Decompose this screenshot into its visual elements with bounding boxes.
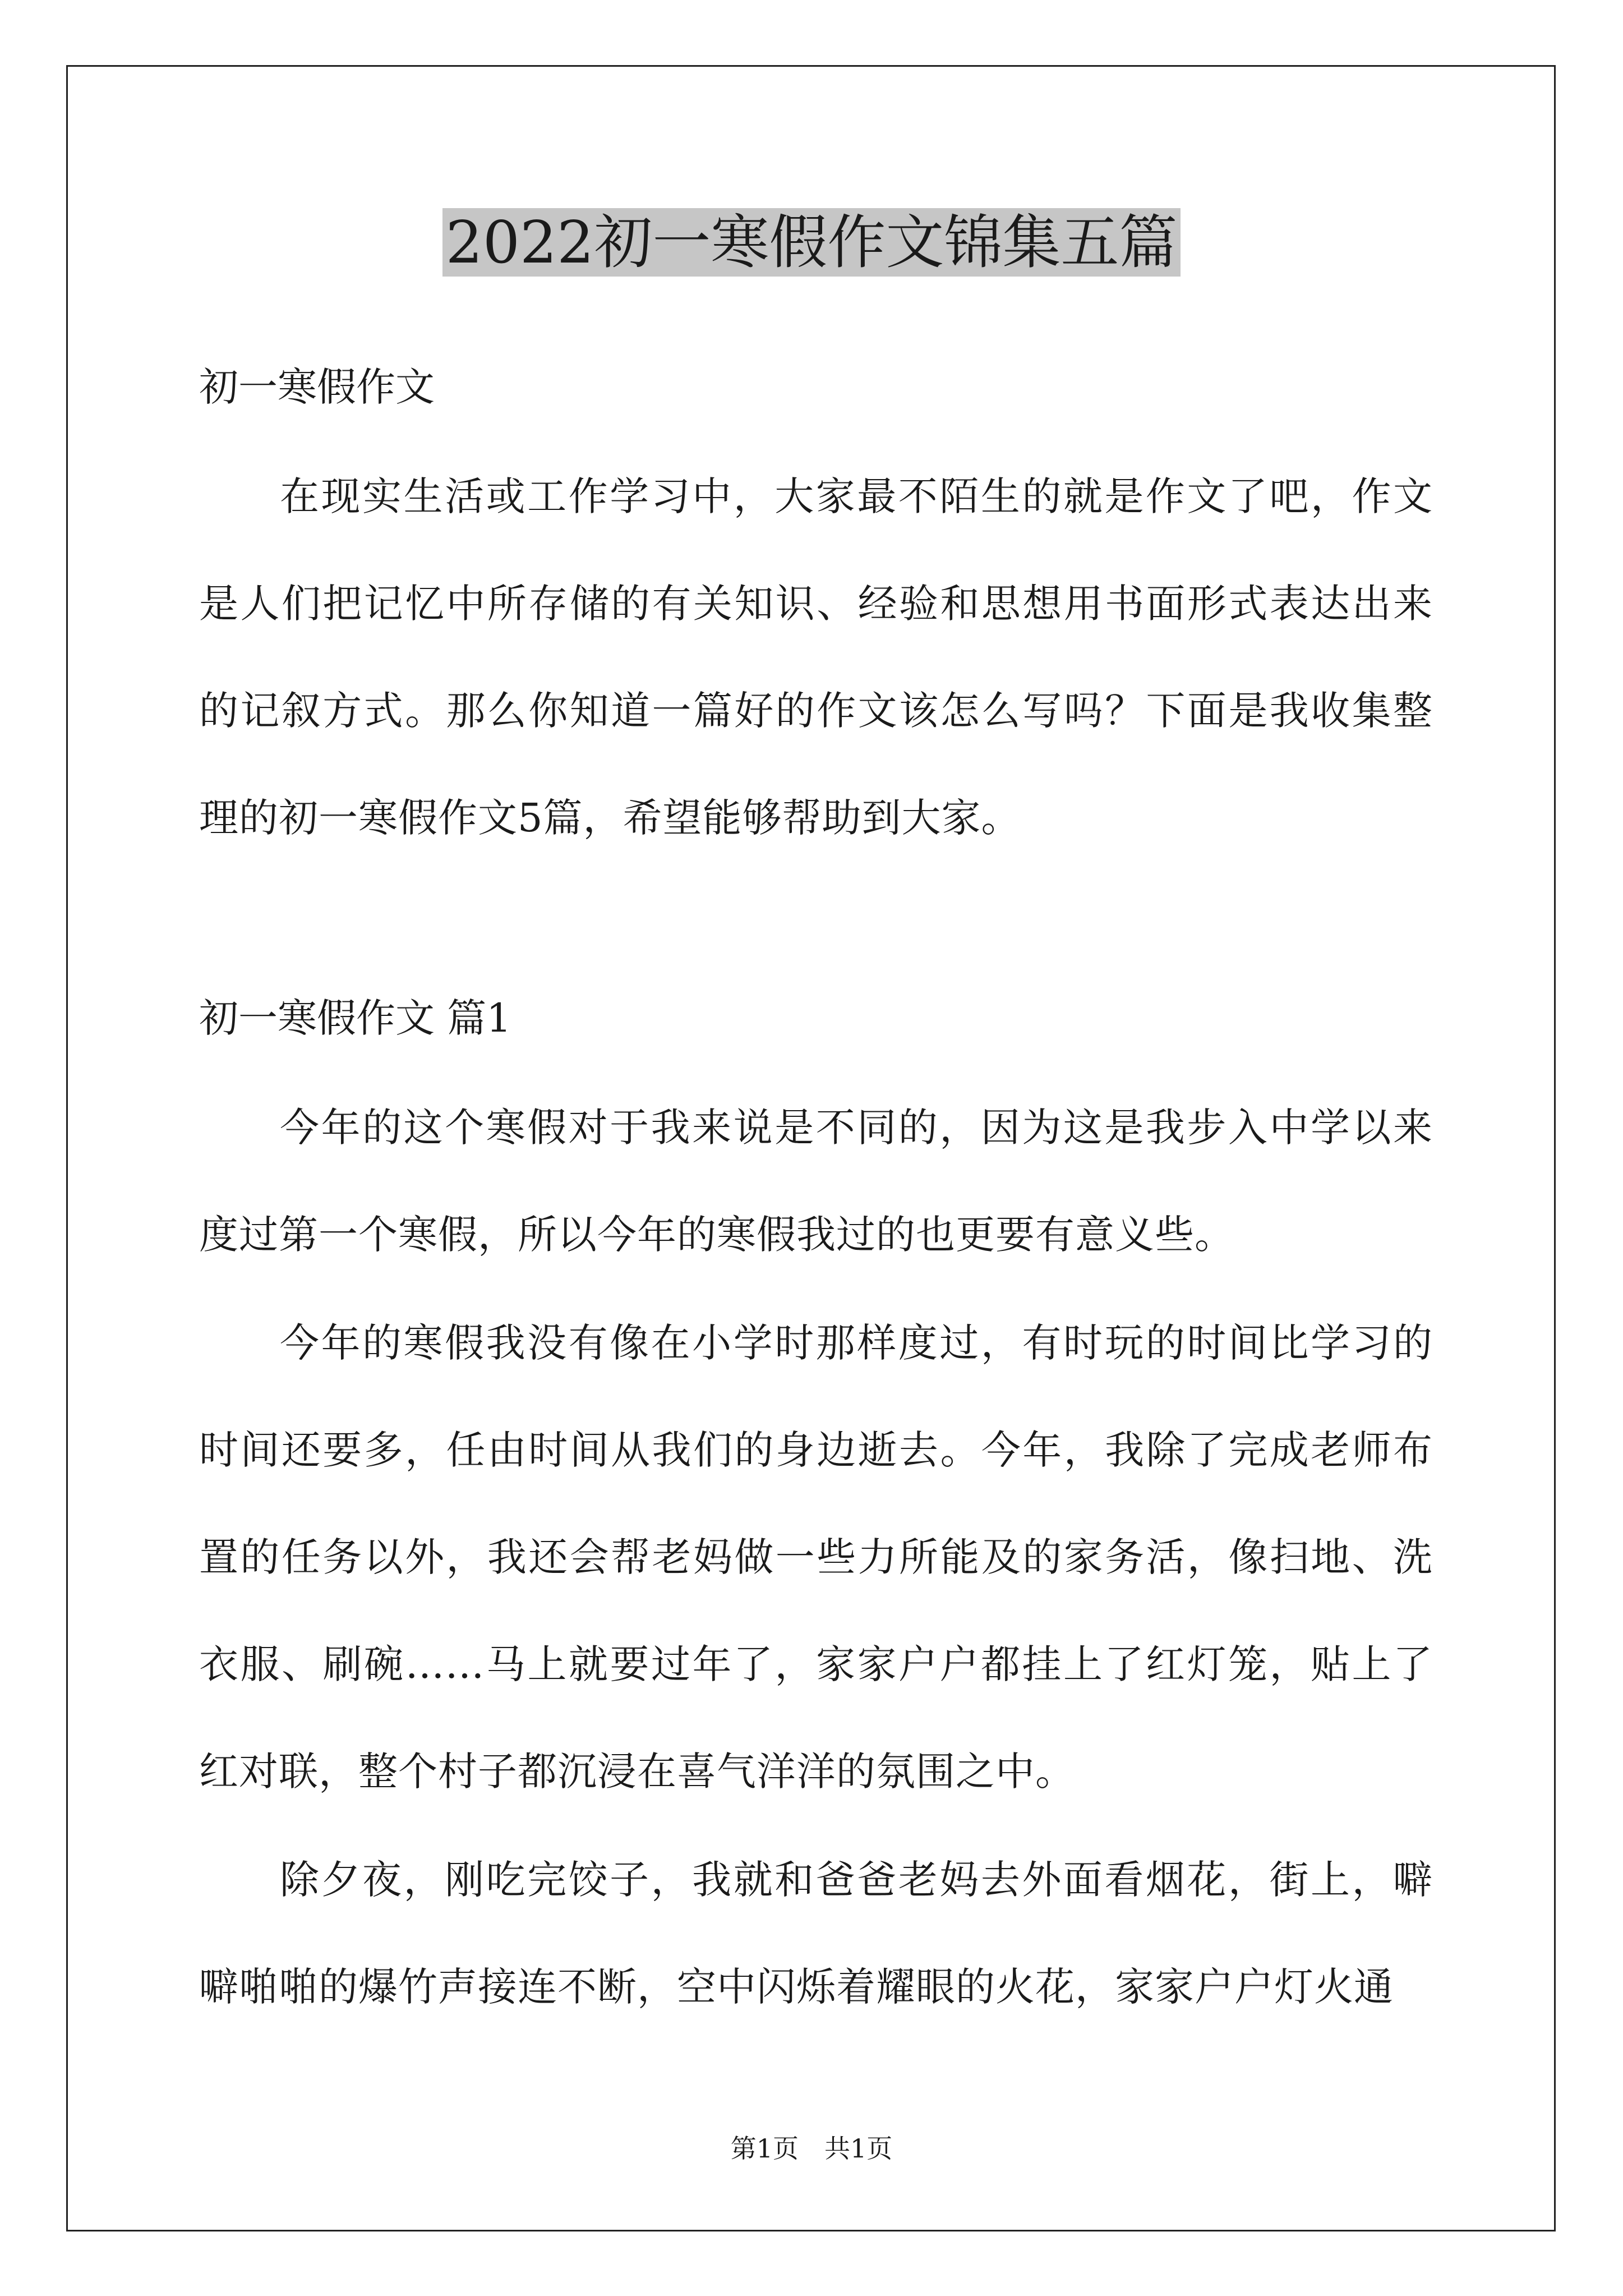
essay-1-paragraph-1: 今年的这个寒假对于我来说是不同的，因为这是我步入中学以来度过第一个寒假，所以今年的寒假我过的也更要有意义些。: [199, 1105, 1433, 1258]
intro-heading: 初一寒假作文: [199, 364, 435, 410]
essay-1-paragraph-3: 除夕夜，刚吃完饺子，我就和爸爸老妈去外面看烟花，街上，噼噼啪啪的爆竹声接连不断，空中闪烁着耀眼的火花，家家户户灯火通: [199, 1857, 1433, 2010]
intro-paragraph: 在现实生活或工作学习中，大家最不陌生的就是作文了吧，作文是人们把记忆中所存储的有关知识、经验和思想用书面形式表达出来的记叙方式。那么你知道一篇好的作文该怎么写吗？下面是我收集整理的初一寒假作文5篇，希望能够帮助到大家。: [199, 473, 1433, 841]
essay-1-paragraph-2: 今年的寒假我没有像在小学时那样度过，有时玩的时间比学习的时间还要多，任由时间从我们的身边逝去。今年，我除了完成老师布置的任务以外，我还会帮老妈做一些力所能及的家务活，像扫地、洗衣服、刷碗……马上就要过年了，家家户户都挂上了红灯笼，贴上了红对联，整个村子都沉浸在喜气洋洋的氛围之中。: [199, 1320, 1433, 1795]
page-footer: 第1页 共1页: [730, 2133, 893, 2164]
document-title-text: 2022初一寒假作文锦集五篇: [442, 208, 1181, 277]
document-title: [0, 203, 1623, 282]
essay-1-heading: 初一寒假作文 篇1: [199, 995, 511, 1041]
